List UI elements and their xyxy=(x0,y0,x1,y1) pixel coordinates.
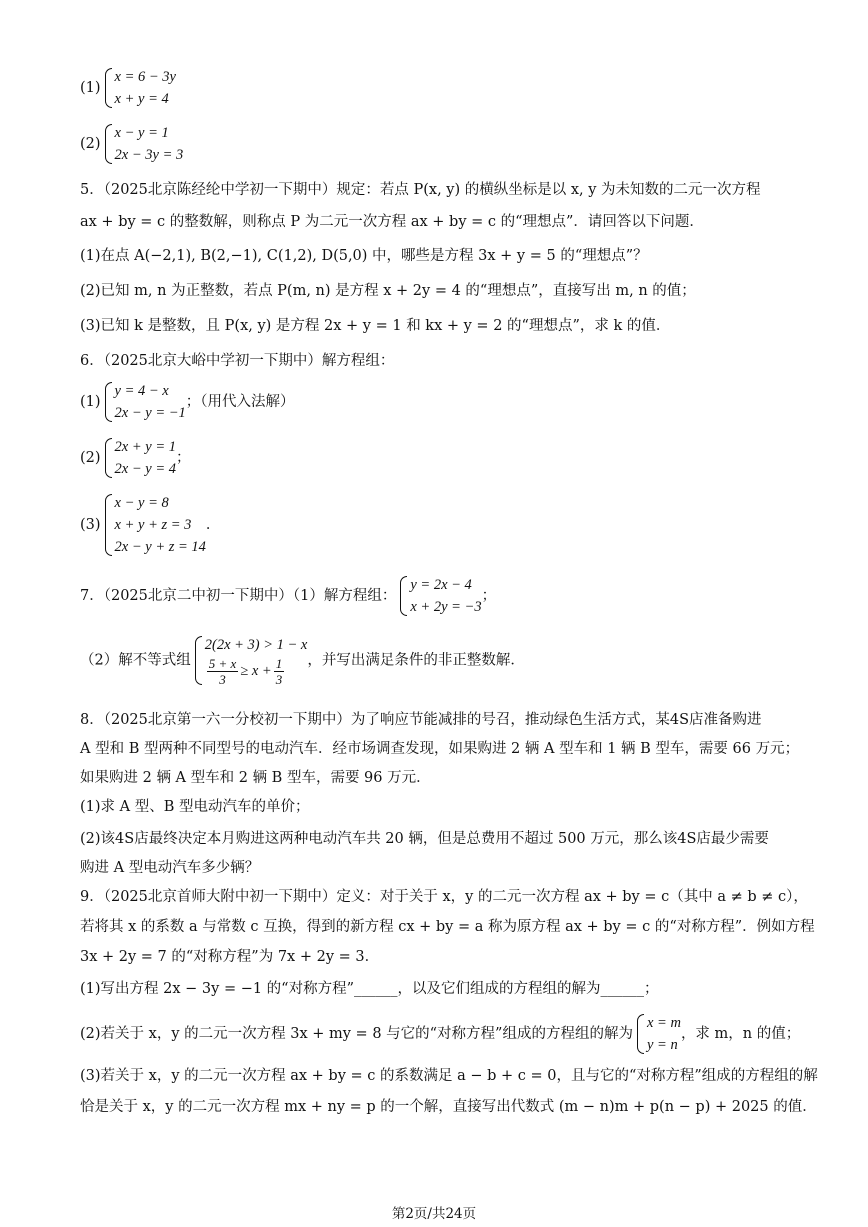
q5-line2: ax + by = c 的整数解，则称点 P 为二元一次方程 ax + by = c 的“理想点”．请回答以下问题． xyxy=(80,214,704,230)
q8-part1: (1)求 A 型、B 型电动汽车的单价； xyxy=(80,799,310,815)
question-text: (2)若关于 x，y 的二元一次方程 3x + my = 8 与它的“对称方程”组成的方程组的解为 xyxy=(80,1026,633,1042)
q4-part2 xyxy=(80,122,183,166)
equation-system xyxy=(635,1012,681,1056)
equation: x = m xyxy=(646,1015,681,1031)
q8-line2: A 型和 B 型两种不同型号的电动汽车．经市场调查发现，如果购进 2 辆 A 型车和 1 辆 B 型车，需要 66 万元； xyxy=(80,741,800,757)
equation-system xyxy=(103,436,176,480)
denominator: 3 xyxy=(275,672,283,687)
question-text: ，并写出满足条件的非正整数解． xyxy=(307,652,525,669)
q8-line3: 如果购进 2 辆 A 型车和 2 辆 B 型车，需要 96 万元． xyxy=(80,770,431,786)
equation: 2x − 3y = 3 xyxy=(114,147,184,163)
q4-part1 xyxy=(80,66,176,110)
q5-part3: (3)已知 k 是整数，且 P(x, y) 是方程 2x + y = 1 和 kx + y = 2 的“理想点”，求 k 的值． xyxy=(80,318,671,334)
part-label: (3) xyxy=(80,517,101,533)
equation-system xyxy=(103,380,186,424)
equation: 2x − y = −1 xyxy=(114,405,186,421)
equation: 2x + y = 1 xyxy=(114,439,176,455)
q5-part1: (1)在点 A(−2,1), B(2,−1), C(1,2), D(5,0) 中，哪些是方程 3x + y = 5 的“理想点”？ xyxy=(80,248,648,264)
part-label: (1) xyxy=(80,80,101,96)
equation: x − y = 1 xyxy=(114,125,169,141)
equation: y = 4 − x xyxy=(114,383,169,399)
question-text: 7．（2025北京二中初一下期中）（1）解方程组： xyxy=(80,588,397,604)
question-text: （2）解不等式组 xyxy=(80,652,191,669)
equation: 2x − y + z = 14 xyxy=(114,539,206,555)
q6-part2 xyxy=(80,436,191,480)
punct: ； xyxy=(176,450,191,466)
equation: y = 2x − 4 xyxy=(410,577,472,593)
equation: y = n xyxy=(646,1037,678,1053)
equation: x + y = 4 xyxy=(114,91,169,107)
equation: x + y + z = 3 xyxy=(114,517,192,533)
q8-line1: 8．（2025北京第一六一分校初一下期中）为了响应节能减排的号召，推动绿色生活方式，某4S店准备购进 xyxy=(80,712,762,728)
q6-part3 xyxy=(80,492,220,558)
q8-part2a: (2)该4S店最终决定本月购进这两种电动汽车共 20 辆，但是总费用不超过 500 万元，那么该4S店最少需要 xyxy=(80,831,769,847)
q6-part1 xyxy=(80,380,295,424)
part-label: (2) xyxy=(80,450,101,466)
equation: x + 2y = −3 xyxy=(410,599,482,615)
note: ；（用代入法解） xyxy=(185,394,295,410)
inequality-mid: ≥ x + xyxy=(240,662,272,679)
q9-part3a: (3)若关于 x，y 的二元一次方程 ax + by = c 的系数满足 a − b + c = 0，且与它的“对称方程”组成的方程组的解 xyxy=(80,1068,818,1084)
q9-part3b: 恰是关于 x，y 的二元一次方程 mx + ny = p 的一个解，直接写出代数式 (m − n)m + p(n − p) + 2025 的值． xyxy=(80,1099,817,1115)
q7-part2 xyxy=(80,634,525,687)
fraction xyxy=(207,656,239,687)
numerator: 5 + x xyxy=(208,656,237,671)
q9-part1: (1)写出方程 2x − 3y = −1 的“对称方程”______，以及它们组成的方程组的解为______； xyxy=(80,981,659,997)
part-label: (2) xyxy=(80,136,101,152)
q6-title: 6．（2025北京大峪中学初一下期中）解方程组： xyxy=(80,353,395,369)
equation: x = 6 − 3y xyxy=(114,69,176,85)
q9-line1: 9．（2025北京首师大附中初一下期中）定义：对于关于 x，y 的二元一次方程 ax + by = c（其中 a ≠ b ≠ c）， xyxy=(80,889,808,905)
equation: 2x − y = 4 xyxy=(114,461,176,477)
equation: x − y = 8 xyxy=(114,495,169,511)
q9-line3: 3x + 2y = 7 的“对称方程”为 7x + 2y = 3． xyxy=(80,949,380,965)
q9-part2 xyxy=(80,1012,800,1056)
inequality: 2(2x + 3) > 1 − x xyxy=(204,637,308,653)
fraction xyxy=(274,656,285,687)
q7-part1 xyxy=(80,574,496,618)
part-label: (1) xyxy=(80,394,101,410)
equation-system xyxy=(103,66,176,110)
denominator: 3 xyxy=(219,672,226,687)
page-number: 第2页/共24页 xyxy=(391,1206,477,1222)
equation-system xyxy=(398,574,481,618)
punct: ． xyxy=(205,517,221,533)
punct: ； xyxy=(481,588,497,604)
q9-line2: 若将其 x 的系数 a 与常数 c 互换，得到的新方程 cx + by = a 称为原方程 ax + by = c 的“对称方程”．例如方程 xyxy=(80,919,815,935)
q5-line1: 5．（2025北京陈经纶中学初一下期中）规定：若点 P(x, y) 的横纵坐标是以 x, y 为未知数的二元一次方程 xyxy=(80,182,761,198)
question-text: ，求 m，n 的值； xyxy=(680,1026,801,1042)
inequality xyxy=(205,656,308,687)
numerator: 1 xyxy=(275,656,283,671)
q5-part2: (2)已知 m, n 为正整数，若点 P(m, n) 是方程 x + 2y = 4 的“理想点”，直接写出 m, n 的值； xyxy=(80,283,696,299)
equation-system xyxy=(103,122,184,166)
q8-part2b: 购进 A 型电动汽车多少辆？ xyxy=(80,860,260,876)
inequality-system xyxy=(193,634,308,687)
equation-system xyxy=(103,492,206,558)
